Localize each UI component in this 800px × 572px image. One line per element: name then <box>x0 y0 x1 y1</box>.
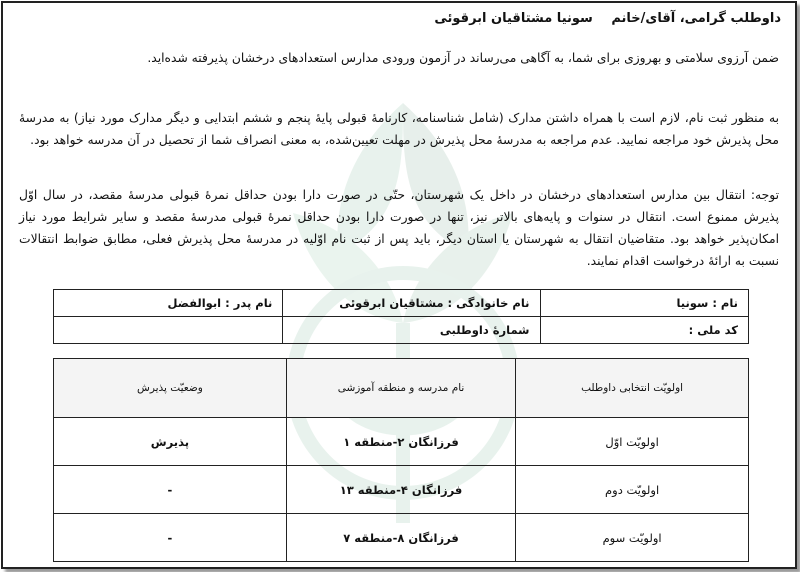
table-row <box>54 514 749 562</box>
rank-cell: اولویّت اوّل <box>516 418 749 466</box>
candidate-info-table <box>53 289 749 344</box>
school-cell: فرزانگان ۴-منطقه ۱۳ <box>286 466 515 514</box>
candidate-number-cell: شمارهٔ داوطلبی <box>283 317 540 344</box>
rank-cell: اولویّت دوم <box>516 466 749 514</box>
empty-cell <box>54 317 283 344</box>
status-cell: - <box>54 466 287 514</box>
school-cell: فرزانگان ۸-منطقه ۷ <box>286 514 515 562</box>
table-row <box>54 418 749 466</box>
rank-cell: اولویّت سوم <box>516 514 749 562</box>
preferences-table <box>53 358 749 562</box>
candidate-name: سونیا مشتاقیان ابرقوئی <box>434 11 593 26</box>
document-frame <box>1 1 797 569</box>
info-row <box>54 317 749 344</box>
school-cell: فرزانگان ۲-منطقه ۱ <box>286 418 515 466</box>
paragraph-registration: به منظور ثبت نام، لازم است با همراه داشتن مدارک (شامل شناسنامه، کارنامهٔ قبولی پایهٔ پنجم و ششم ابتدایی و دیگر مدارک مورد نیاز) به مدرسهٔ محل پذیرش خود مراجعه نمایید. عدم مراجعه به مدرسهٔ محل پذیرش در مهلت تعیین‌شده، به معنی انصراف شما از تحصیل در آن مدرسه خواهد بود. <box>19 111 779 147</box>
info-row <box>54 290 749 317</box>
greeting-prefix: داوطلب گرامی، آقای/خانم <box>611 11 781 26</box>
status-cell: پذیرش <box>54 418 287 466</box>
father-name-cell: نام پدر : ابوالفضل <box>54 290 283 317</box>
greeting-line <box>434 11 781 26</box>
table-row <box>54 466 749 514</box>
paragraph-acceptance: ضمن آرزوی سلامتی و بهروزی برای شما، به آگاهی می‌رساند در آزمون ورودی مدارس استعدادهای درخشان پذیرفته شده‌اید. <box>147 51 779 65</box>
header-status: وضعیّت پذیرش <box>54 359 287 418</box>
paragraph-transfer-note: توجه: انتقال بین مدارس استعدادهای درخشان در داخل یک شهرستان، حتّی در صورت دارا بودن حداقل نمرهٔ قبولی مدرسهٔ مقصد، در سال اوّل پذیرش ممنوع است. انتقال در سنوات و پایه‌های بالاتر نیز، تنها در صورت دارا بودن حداقل نمرهٔ قبولی مدرسهٔ مقصد و سایر شرایط مورد نیاز امکان‌پذیر خواهد بود. متقاضیان انتقال به شهرستان یا استان دیگر، باید پس از ثبت نام اوّلیه در مدرسهٔ محل پذیرش فعلی، مطابق ضوابط انتقالات نسبت به ارائهٔ درخواست اقدام نمایند. <box>19 188 779 268</box>
preferences-header-row <box>54 359 749 418</box>
status-cell: - <box>54 514 287 562</box>
header-rank: اولویّت انتخابی داوطلب <box>516 359 749 418</box>
header-school: نام مدرسه و منطقه آموزشی <box>286 359 515 418</box>
first-name-cell: نام : سونیا <box>540 290 749 317</box>
national-code-cell: کد ملی : <box>540 317 749 344</box>
last-name-cell: نام خانوادگی : مشتاقیان ابرقوئی <box>283 290 540 317</box>
